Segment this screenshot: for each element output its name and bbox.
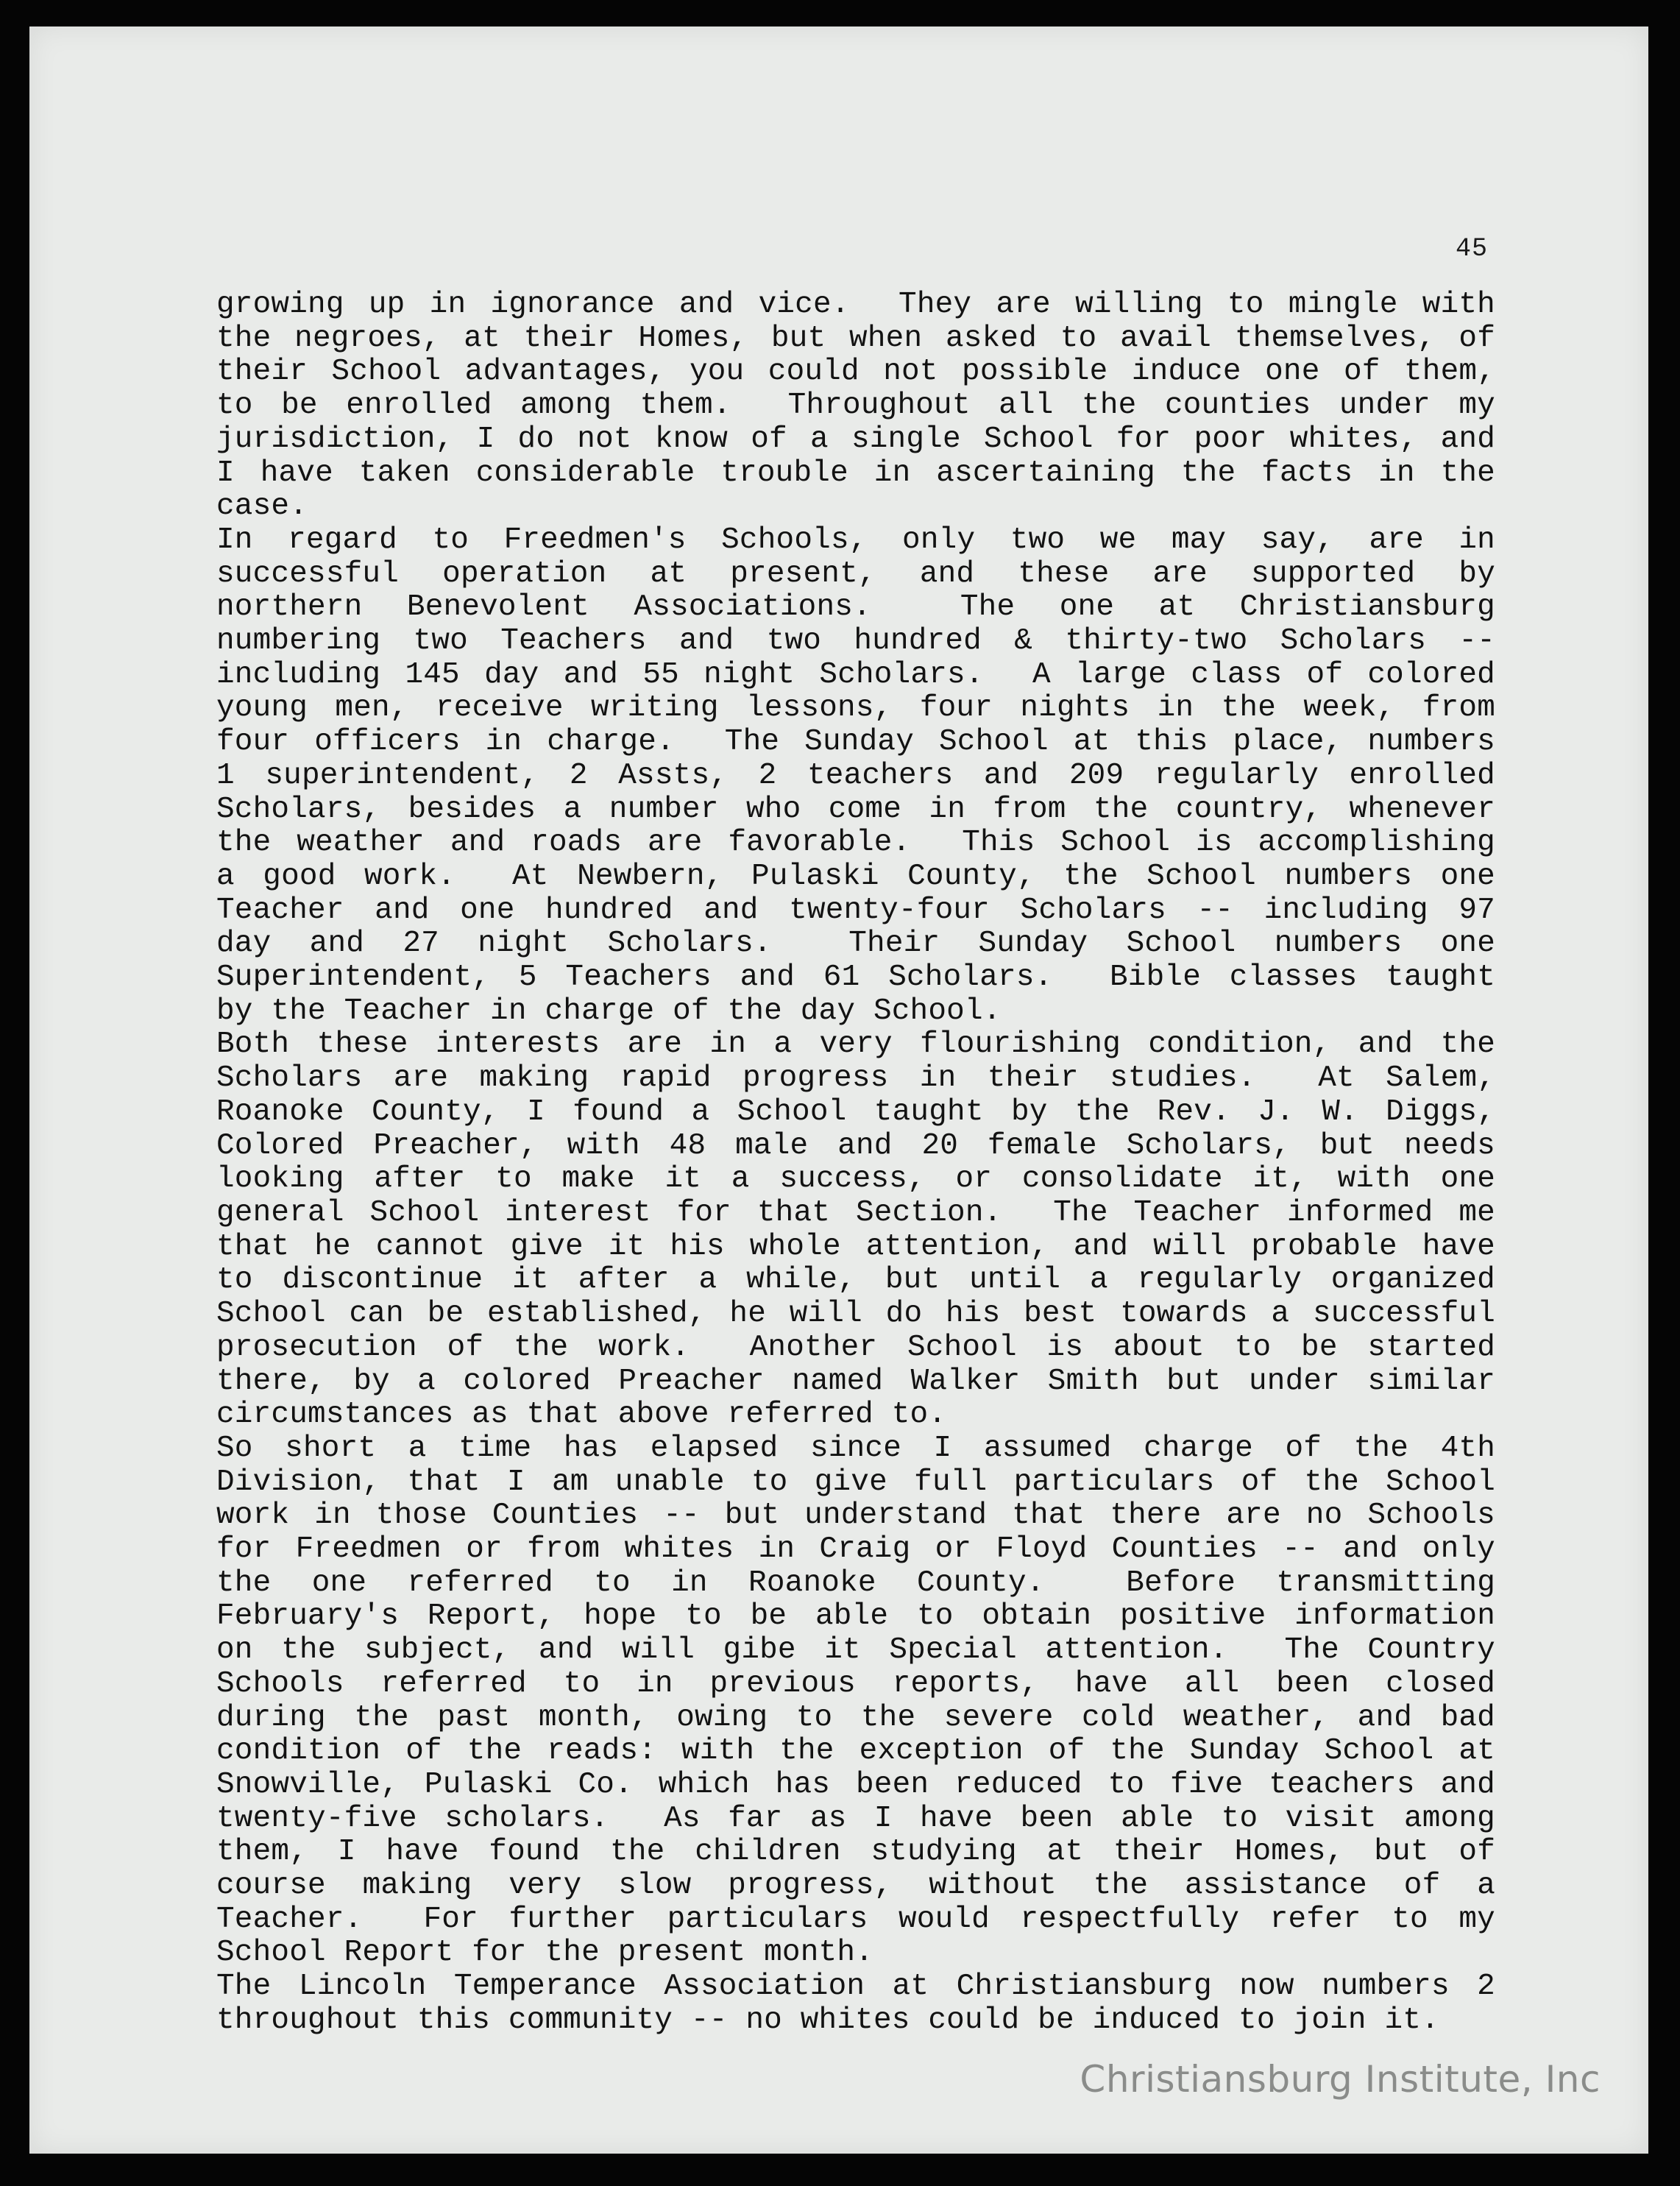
- text-line: to be enrolled among them. Throughout all the counties under my: [216, 389, 1495, 423]
- text-line: the weather and roads are favorable. This School is accomplishing: [216, 826, 1495, 860]
- text-line: during the past month, owing to the severe cold weather, and bad: [216, 1700, 1495, 1735]
- text-line: Both these interests are in a very flourishing condition, and the: [216, 1027, 1495, 1062]
- text-line: throughout this community -- no whites could be induced to join it.: [216, 2003, 1439, 2037]
- text-line: Scholars are making rapid progress in their studies. At Salem,: [216, 1061, 1495, 1096]
- text-line: So short a time has elapsed since I assumed charge of the 4th: [216, 1431, 1495, 1465]
- text-line: the one referred to in Roanoke County. Before transmitting: [216, 1566, 1495, 1600]
- paragraph: [216, 1432, 1495, 1970]
- text-line: to discontinue it after a while, but until a regularly organized: [216, 1263, 1495, 1298]
- text-line: young men, receive writing lessons, four nights in the week, from: [216, 691, 1495, 726]
- text-line: Teacher. For further particulars would respectfully refer to my: [216, 1902, 1495, 1936]
- text-line: Snowville, Pulaski Co. which has been reduced to five teachers and: [216, 1767, 1495, 1802]
- text-line: twenty-five scholars. As far as I have been able to visit among: [216, 1801, 1495, 1836]
- text-line: the negroes, at their Homes, but when asked to avail themselves, of: [216, 321, 1495, 356]
- text-line: Scholars, besides a number who come in from the country, whenever: [216, 792, 1495, 827]
- text-line: general School interest for that Section. The Teacher informed me: [216, 1195, 1495, 1230]
- text-line: condition of the reads: with the exception of the Sunday School at: [216, 1734, 1495, 1769]
- text-line: looking after to make it a success, or consolidate it, with one: [216, 1162, 1495, 1197]
- document-body: [216, 289, 1495, 2038]
- text-line: day and 27 night Scholars. Their Sunday School numbers one: [216, 927, 1495, 961]
- paragraph: [216, 1028, 1495, 1432]
- text-line: The Lincoln Temperance Association at Christiansburg now numbers 2: [216, 1970, 1495, 2004]
- text-line: for Freedmen or from whites in Craig or Floyd Counties -- and only: [216, 1532, 1495, 1567]
- text-line: work in those Counties -- but understand that there are no Schools: [216, 1499, 1495, 1533]
- text-line: by the Teacher in charge of the day School.: [216, 994, 1002, 1028]
- text-line: four officers in charge. The Sunday School at this place, numbers: [216, 725, 1495, 760]
- text-line: northern Benevolent Associations. The one at Christiansburg: [216, 590, 1495, 625]
- text-line: case.: [216, 489, 308, 524]
- text-line: course making very slow progress, without the assistance of a: [216, 1869, 1495, 1903]
- text-line: In regard to Freedmen's Schools, only two we may say, are in: [216, 523, 1495, 557]
- paragraph: [216, 289, 1495, 524]
- text-line: including 145 day and 55 night Scholars. A large class of colored: [216, 657, 1495, 692]
- text-line: jurisdiction, I do not know of a single School for poor whites, and: [216, 422, 1495, 456]
- text-line: 1 superintendent, 2 Assts, 2 teachers and 209 regularly enrolled: [216, 758, 1495, 793]
- text-line: February's Report, hope to be able to obtain positive information: [216, 1599, 1495, 1634]
- text-line: that he cannot give it his whole attention, and will probable have: [216, 1229, 1495, 1264]
- text-line: Roanoke County, I found a School taught by the Rev. J. W. Diggs,: [216, 1094, 1495, 1129]
- text-line: a good work. At Newbern, Pulaski County, the School numbers one: [216, 859, 1495, 894]
- paragraph: [216, 524, 1495, 1029]
- paragraph: [216, 1970, 1495, 2037]
- text-line: circumstances as that above referred to.: [216, 1398, 947, 1432]
- text-line: their School advantages, you could not possible induce one of them,: [216, 355, 1495, 389]
- text-line: Schools referred to in previous reports, have all been closed: [216, 1666, 1495, 1701]
- text-line: Colored Preacher, with 48 male and 20 female Scholars, but needs: [216, 1128, 1495, 1163]
- page-number: 45: [1456, 234, 1489, 263]
- text-line: Division, that I am unable to give full particulars of the School: [216, 1465, 1495, 1499]
- text-line: there, by a colored Preacher named Walker Smith but under similar: [216, 1364, 1495, 1398]
- text-line: prosecution of the work. Another School is about to be started: [216, 1330, 1495, 1365]
- text-line: them, I have found the children studying at their Homes, but of: [216, 1835, 1495, 1870]
- text-line: School Report for the present month.: [216, 1936, 873, 1970]
- text-line: numbering two Teachers and two hundred & thirty-two Scholars --: [216, 624, 1495, 659]
- text-line: successful operation at present, and these are supported by: [216, 556, 1495, 591]
- text-line: School can be established, he will do his best towards a successful: [216, 1297, 1495, 1331]
- text-line: Teacher and one hundred and twenty-four Scholars -- including 97: [216, 893, 1495, 927]
- text-line: Superintendent, 5 Teachers and 61 Scholars. Bible classes taught: [216, 961, 1495, 995]
- watermark-text: Christiansburg Institute, Inc: [1080, 2058, 1601, 2101]
- text-line: on the subject, and will gibe it Special attention. The Country: [216, 1633, 1495, 1668]
- text-line: growing up in ignorance and vice. They are willing to mingle with: [216, 288, 1495, 322]
- text-line: I have taken considerable trouble in ascertaining the facts in the: [216, 456, 1495, 490]
